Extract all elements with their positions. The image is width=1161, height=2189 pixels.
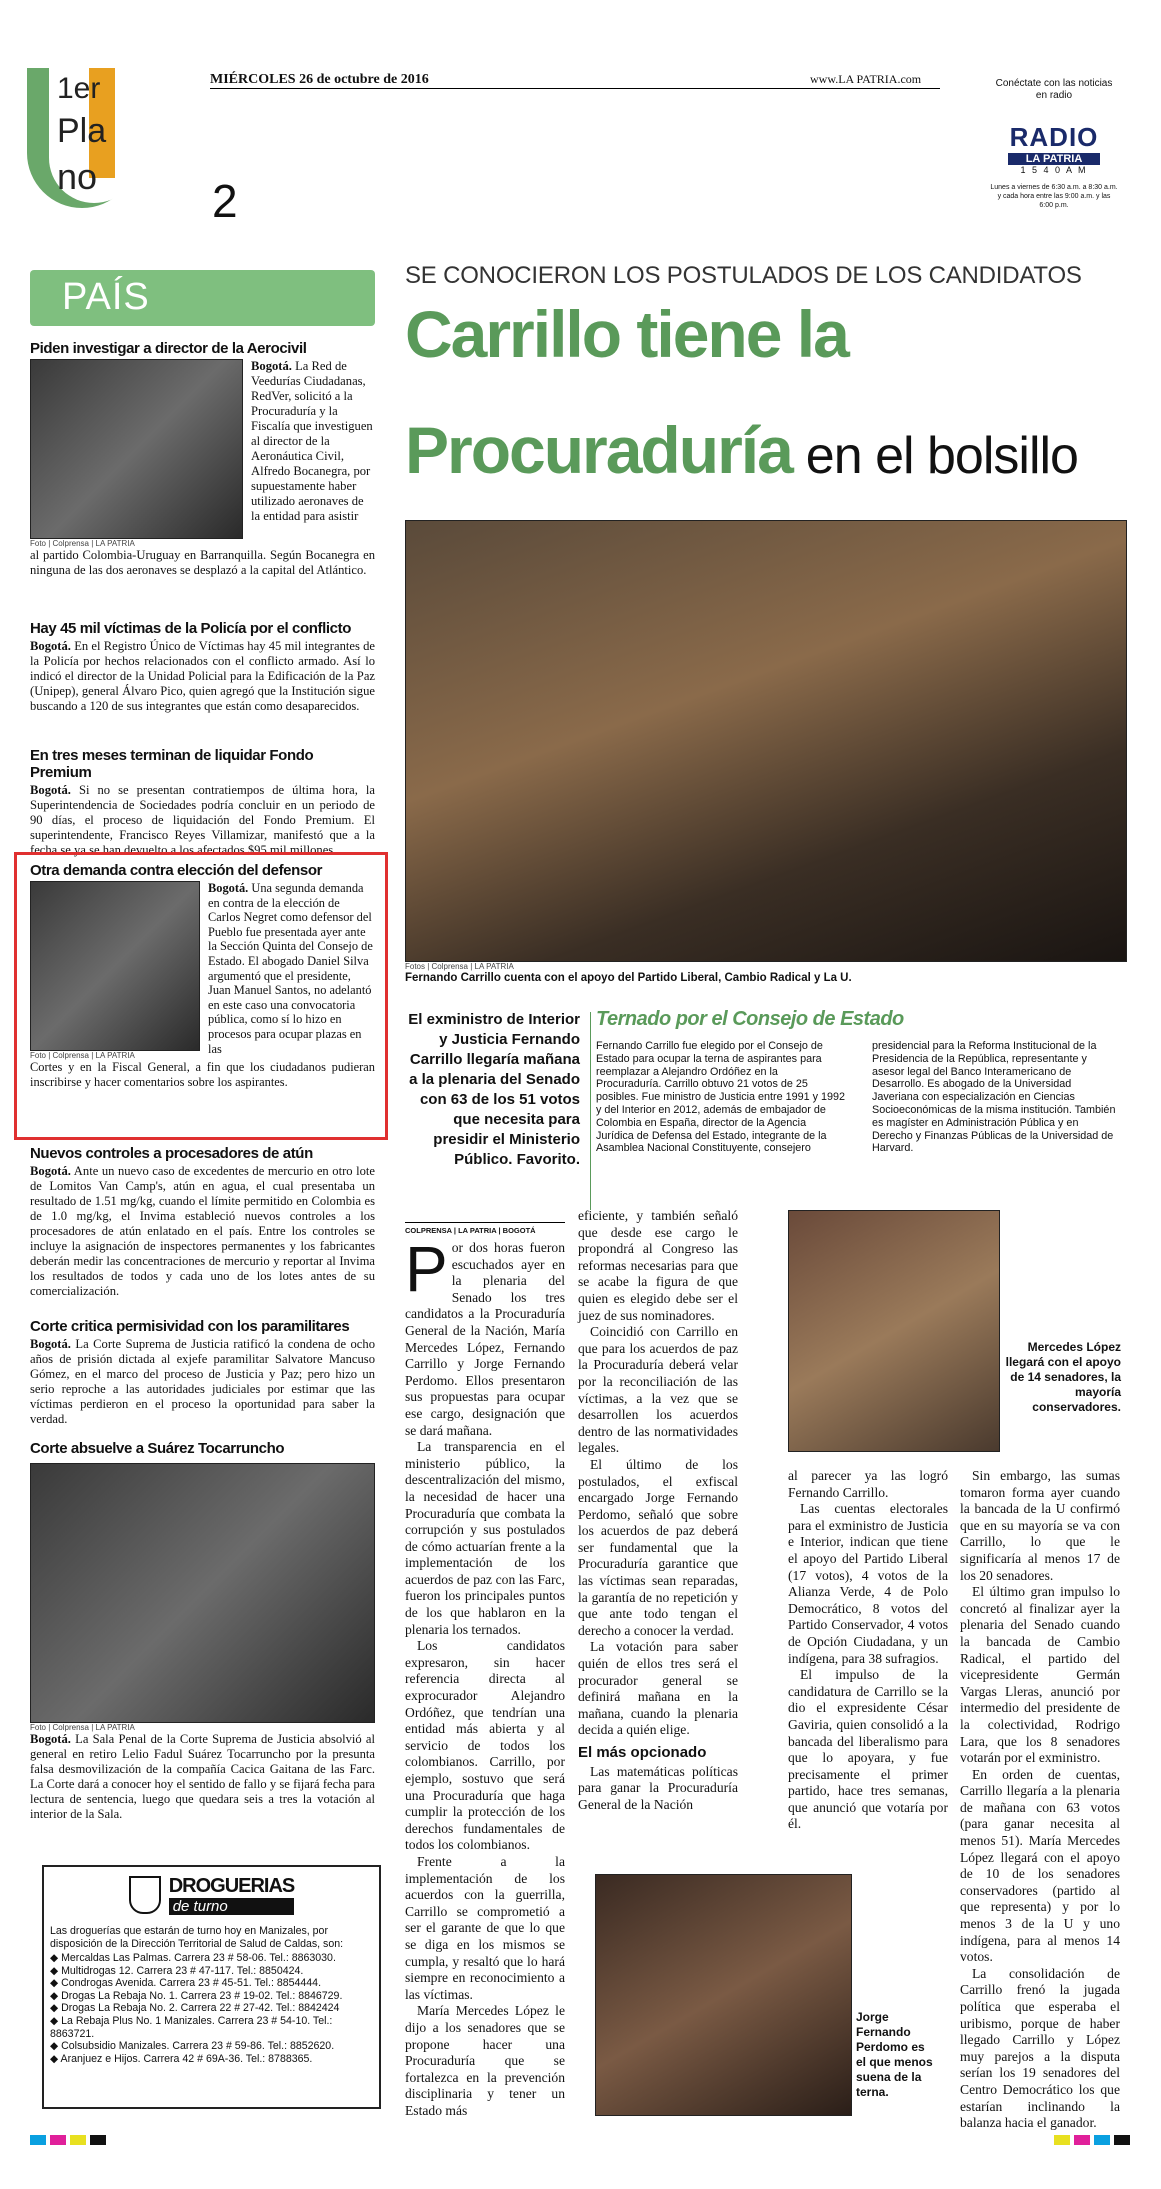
sidebar-story xyxy=(30,340,375,578)
pharmacy-list xyxy=(50,1952,373,2065)
col4-paragraphs xyxy=(960,1468,1120,2132)
box-divider xyxy=(590,1012,591,1210)
perdomo-photo xyxy=(595,1874,852,2116)
pharmacy-entry: ◆ Aranjuez e Hijos. Carrera 42 # 69A-36. Tel.: 8788365. xyxy=(50,2052,313,2065)
body-paragraph: Sin embargo, las sumas tomaron forma ayer cuando la bancada de la U confirmó que en su mayoría se va con Carrillo, lo que le significaría al menos 17 de los 20 senadores. xyxy=(960,1468,1120,1583)
page-number: 2 xyxy=(212,175,238,227)
pharmacy-brand: DROGUERIAS xyxy=(168,1875,295,1897)
lopez-photo xyxy=(788,1210,1000,1452)
body-paragraph: El impulso de la candidatura de Carrillo se la dio el expresidente César Gaviria, quien consolidó a la bancada del liberalismo para que lo apoyara, y fue precisamente el primer partido, hace tres semanas, que anunció que votaría por él. xyxy=(788,1667,948,1832)
summary: El exministro de Interior y Justicia Fernando Carrillo llegaría mañana a la plenaria del Senado con 63 de los 51 votos que necesita para presidir el Ministerio Público. Favorito. xyxy=(408,1011,580,1168)
story-lead: Bogotá. xyxy=(208,881,249,895)
box-title: Ternado por el Consejo de Estado xyxy=(596,1008,904,1030)
sidebar-story xyxy=(30,862,375,1090)
defensor-photo xyxy=(30,881,200,1051)
story-text-beside: La Red de Veedurías Ciudadanas, RedVer, solicitó a la Procuraduría y la Fiscalía que investiguen al director de la Aeronáutica Civil, Alfredo Bocanegra, por supuestamente haber utilizado aeronaves de la entidad para asistir xyxy=(251,359,373,523)
body-paragraph: La consolidación de Carrillo frenó la jugada política que esperaba el uribismo, porque de haber llegado Carrillo y López muy parejos a la disputa serían los 19 senadores del Centro Democrático los que estarían inclinando la balanza hacia el ganador. xyxy=(960,1965,1120,2131)
headline-word: Procuraduría xyxy=(405,413,792,487)
body-paragraph: María Mercedes López le dijo a los senadores que se propone hacer una Procuraduría que se fortalezca en la prevención disciplinaria y tener un Estado más xyxy=(405,2003,565,2118)
body-column-2 xyxy=(578,1208,738,1813)
sidebar-story xyxy=(30,620,375,714)
sidebar-story xyxy=(30,747,375,858)
sidebar-story xyxy=(30,1145,375,1299)
radio-tagline: Conéctate con las noticias en radio xyxy=(995,78,1113,101)
story-lead: Bogotá. xyxy=(30,1164,71,1178)
col2-after-subhead: Las matemáticas políticas para ganar la Procuraduría General de la Nación xyxy=(578,1763,738,1812)
story-body: La Corte Suprema de Justicia ratificó la condena de ocho años de prisión dictada al exjefe paramilitar Salvatore Mancuso Gómez, en el marco del proceso de Justicia y Paz; pero hizo un serio reproche a las autoridades judiciales por estimar que las víctimas perdieron en el proceso la oportunidad para saber la verdad. xyxy=(30,1337,375,1426)
story-text xyxy=(30,783,375,858)
pharmacy-entry: ◆ Multidrogas 12. Carrera 23 # 47-117. Tel.: 8850424. xyxy=(50,1964,304,1977)
story-headline: Nuevos controles a procesadores de atún xyxy=(30,1145,313,1162)
logo-line3: no xyxy=(57,156,98,197)
story-headline: Corte critica permisividad con los paramilitares xyxy=(30,1318,350,1335)
logo-line1: 1er xyxy=(57,72,101,105)
main-photo-credit: Fotos | Colprensa | LA PATRIA xyxy=(405,962,514,971)
print-color-bar xyxy=(30,2135,1130,2145)
body-paragraph: La votación para saber quién de ellos tres será el procurador general se definirá mañana en la mañana, cuando la plenaria decida a quién elige. xyxy=(578,1639,738,1738)
pharmacy-brand-sub: de turno xyxy=(169,1898,295,1915)
pharmacy-entry: ◆ Drogas La Rebaja No. 1. Carrera 23 # 19-02. Tel.: 8846729. xyxy=(50,1989,343,2002)
aerocivil-photo xyxy=(30,359,243,539)
story-text xyxy=(30,1337,375,1427)
body-column-3 xyxy=(788,1468,948,1833)
sidebar-story xyxy=(30,1318,375,1427)
box-column-1: Fernando Carrillo fue elegido por el Consejo de Estado para ocupar la terna de aspirantes para reemplazar a Alejandro Ordóñez en la Procuraduría. Carrillo obtuvo 21 votos de 25 posibles. Fue ministro de Justicia entre 1991 y 1992 y del Interior en 2012, además de embajador de Colombia en España, director de la Agencia Jurídica de Defensa del Estado, integrante de la Asamblea Nacional Constituyente, consejero xyxy=(596,1040,846,1155)
col1-paragraphs xyxy=(405,1439,565,2119)
story-lead: Bogotá. xyxy=(251,359,292,373)
story-lead: Bogotá. xyxy=(30,783,71,797)
story-text xyxy=(251,359,375,548)
radio-ad xyxy=(990,78,1118,238)
story-headline: Hay 45 mil víctimas de la Policía por el conflicto xyxy=(30,620,351,637)
story-body: La Sala Penal de la Corte Suprema de Justicia absolvió al general en retiro Lelio Fadul Suárez Tocarruncho por la presunta falsa desmovilización de la compañía Cacica Gaitana de las Farc. La Corte dará a conocer hoy el sentido de fallo y se fijará fecha para lectura de sentencia, luego que quedara seis a tres la votación al interior de la Sala. xyxy=(30,1732,375,1821)
story-lead: Bogotá. xyxy=(30,639,71,653)
pharmacy-entry: ◆ Mercaldas Las Palmas. Carrera 23 # 58-06. Tel.: 8863030. xyxy=(50,1952,336,1964)
box-column-2: presidencial para la Reforma Institucional de la Presidencia de la República, representante y asesor legal del Banco Interamericano de Desarrollo. Es abogado de la Universidad Javeriana con especialización en Ciencias Socioeconómicas de la misma institución. También es magíster en Administración Pública y en Derecho y Finanzas Públicas de la Universidad de Harvard. xyxy=(872,1040,1116,1155)
kicker: SE CONOCIERON LOS POSTULADOS DE LOS CANDIDATOS xyxy=(405,262,1082,289)
body-column-4 xyxy=(960,1468,1120,2132)
story-headline: Piden investigar a director de la Aerocivil xyxy=(30,340,307,357)
sidebar-story xyxy=(30,1440,375,1822)
body-paragraph: La transparencia en el ministerio público, la descentralización del mismo, la necesidad de hacer una Procuraduría que combata la corrupción y sus postulados de cómo actuarían frente a la implementación de los acuerdos de paz con las Farc, fueron los principales puntos de los que hablaron en la plenaria los ternados. xyxy=(405,1439,565,1637)
drop-cap: P xyxy=(405,1233,448,1305)
pharmacy-entry: ◆ La Rebaja Plus No. 1 Manizales. Carrera 23 # 54-10. Tel.: 8863721. xyxy=(50,2014,333,2040)
story-text xyxy=(30,639,375,714)
story-text-beside: Una segunda demanda en contra de la elección de Carlos Negret como defensor del Pueblo fue presentada ayer ante la Sección Quinta del Consejo de Estado. El abogado Daniel Silva argumentó que el presidente, Juan Manuel Santos, no adelantó en este caso una convocatoria pública, como sí lo hizo en procesos para ocupar plazas en las xyxy=(208,881,373,1056)
pharmacy-entry: ◆ Condrogas Avenida. Carrera 23 # 45-51. Tel.: 8854444. xyxy=(50,1977,322,1990)
story-text xyxy=(30,1164,375,1299)
lopez-photo-caption: Mercedes López llegará con el apoyo de 14 senadores, la mayoría conservadores. xyxy=(1005,1340,1121,1414)
body-paragraph: al parecer ya las logró Fernando Carrillo. xyxy=(788,1468,948,1500)
body-paragraph: En orden de cuentas, Carrillo llegaría a la plenaria de mañana con 63 votos (para ganar necesita al menos 51). María Mercedes López llegará con el apoyo de 10 de los senadores conservadores (partido al que representa) y por lo menos 3 de la U y uno indígena, para al menos 14 votos. xyxy=(960,1766,1120,1965)
pharmacy-header xyxy=(44,1875,379,1915)
tocarruncho-photo xyxy=(30,1463,375,1723)
body-column-1 xyxy=(405,1233,565,2119)
radio-brand-sub: LA PATRIA xyxy=(1008,153,1100,165)
body-paragraph: El último de los postulados, el exfiscal encargado Jorge Fernando Perdomo, señaló que sobre los acuerdos de paz deberá ser fundamental que la Procuraduría garantice que las víctimas sean reparadas, la garantía de no repetición y que ante todo tengan el derecho a conocer la verdad. xyxy=(578,1456,738,1638)
photo-credit: Foto | Colprensa | LA PATRIA xyxy=(30,539,135,548)
story-text-below: al partido Colombia-Uruguay en Barranquilla. Según Bocanegra en ninguna de las dos aeronaves se desplazó a la capital del Atlántico. xyxy=(30,548,375,577)
col2-paragraphs xyxy=(578,1208,738,1739)
site-url: www.LA PATRIA.com xyxy=(810,72,922,86)
main-photo xyxy=(405,520,1127,962)
headline-line1: Carrillo tiene la xyxy=(405,297,848,371)
radio-schedule: Lunes a viernes de 6:30 a.m. a 8:30 a.m. y cada hora entre las 9:00 a.m. y las 6:00 p.m. xyxy=(990,184,1118,209)
photo-credit: Foto | Colprensa | LA PATRIA xyxy=(30,1723,135,1732)
radio-brand: RADIO xyxy=(1009,122,1099,152)
story-text xyxy=(208,881,375,1060)
story-headline: Otra demanda contra elección del defensor xyxy=(30,862,323,879)
main-photo-caption: Fernando Carrillo cuenta con el apoyo del Partido Liberal, Cambio Radical y La U. xyxy=(405,972,852,984)
byline: COLPRENSA | LA PATRIA | BOGOTÁ xyxy=(405,1226,536,1235)
sidebar-section-title: PAÍS xyxy=(62,276,150,318)
sidebar-section-banner xyxy=(30,270,375,326)
pharmacy-intro: Las droguerías que estarán de turno hoy en Manizales, por disposición de la Dirección Territorial de Salud de Caldas, son: xyxy=(50,1925,344,1950)
pharmacy-entry: ◆ Drogas La Rebaja No. 2. Carrera 22 # 27-42. Tel.: 8842424 xyxy=(50,2002,340,2015)
story-headline: Corte absuelve a Suárez Tocarruncho xyxy=(30,1440,285,1457)
headline-line2 xyxy=(405,412,1078,488)
story-body: Ante un nuevo caso de excedentes de mercurio en otro lote de Lomitos Van Camp's, atún en agua, el cual presentaba un resultado de 1.51 mg/kg, cuando el límite permitido en Colombia es de 1.0 mg/kg, el Invima estableció nuevos controles a los procesadores de atún enlatado en el país. Entre los controles se incluye la asignación de inspectores permanentes y los fabricantes deberán medir las concentraciones de mercurio y reportar al Invima los resultados de todos y cada uno de los lotes antes de su comercialización. xyxy=(30,1164,375,1298)
headline-tail: en el bolsillo xyxy=(805,427,1078,485)
radio-frequency: 1 5 4 0 A M xyxy=(1020,165,1088,175)
story-headline: En tres meses terminan de liquidar Fondo Premium xyxy=(30,747,314,781)
story-body: En el Registro Único de Víctimas hay 45 mil integrantes de la Policía por hechos relacionados con el conflicto armado. Así lo indicó el director de la Unidad Policial para la Edificación de la Paz (Unipep), general Álvaro Pico, quien agregó que la Institución sigue buscando a 120 de sus integrantes que están como desaparecidos. xyxy=(30,639,375,713)
body-paragraph: eficiente, y también señaló que desde ese cargo le propondrá al Congreso las reformas necesarias para que se acabe la figura de que quien es elegido debe ser el juez de sus nominadores. xyxy=(578,1208,738,1323)
body-paragraph: Los candidatos expresaron, sin hacer referencia directa al exprocurador Alejandro Ordóñez, que tendrían una entidad más abierta y al servicio de todos los colombianos. Carrillo, por ejemplo, sostuvo que será una Procuraduría que haga cumplir la protección de los derechos fundamentales de todos los colombianos. xyxy=(405,1638,565,1853)
perdomo-photo-caption: Jorge Fernando Perdomo es el que menos suena de la terna. xyxy=(856,2010,933,2099)
body-paragraph: Las cuentas electorales para el exministro de Justicia e Interior, indican que tiene el apoyo del Partido Liberal (17 votos), 4 votos de la Alianza Verde, 4 de Polo Democrático, 8 votos del Partido Conservador, 4 votos de Opción Ciudadana, y un indígena, para 38 sufragios. xyxy=(788,1501,948,1666)
logo-line2: Pla xyxy=(57,112,107,150)
story-text xyxy=(30,1732,375,1822)
pharmacy-box xyxy=(42,1865,381,2109)
first-paragraph-text: or dos horas fueron escuchados ayer en la plenaria del Senado los tres candidatos a la Procuraduría General de la Nación, María Mercedes López, Fernando Carrillo y Jorge Fernando Perdomo. Ellos presentaron sus propuestas para ocupar ese cargo, designación que se dará mañana. xyxy=(405,1240,565,1438)
subhead: El más opcionado xyxy=(578,1744,707,1761)
section-logo xyxy=(27,68,152,218)
photo-credit: Foto | Colprensa | LA PATRIA xyxy=(30,1051,135,1060)
pharmacy-entry: ◆ Colsubsidio Manizales. Carrera 23 # 59-86. Tel.: 8852620. xyxy=(50,2040,335,2053)
mortar-icon xyxy=(129,1876,161,1914)
body-top-rule xyxy=(405,1222,565,1223)
first-paragraph xyxy=(405,1233,565,1439)
body-paragraph: Coincidió con Carrillo en que para los acuerdos de paz la Procuraduría deberá velar por la reconciliación de las víctimas, a la vez que se desarrollen los acuerdos dentro de las normatividades legales. xyxy=(578,1324,738,1456)
story-text-below: Cortes y en la Fiscal General, a fin que los ciudadanos pudieran inscribirse y hacer comentarios sobre los aspirantes. xyxy=(30,1060,375,1089)
date-line: MIÉRCOLES 26 de octubre de 2016 xyxy=(210,72,429,87)
story-body: Si no se presentan contratiempos de última hora, la Superintendencia de Sociedades podría concluir en un periodo de 90 días, el proceso de liquidación del Fondo Premium. El superintendente, Francisco Reyes Villamizar, manifestó que a la fecha se ya se han devuelto a los afectados $95 mil millones. xyxy=(30,783,375,857)
col3-paragraphs xyxy=(788,1468,948,1833)
body-paragraph: Frente a la implementación de los acuerdos con la guerrilla, Carrillo se comprometió a ser el garante de que lo que se diga en los mismos se cumpla, y resaltó que lo hará siempre en reconocimiento a las víctimas. xyxy=(405,1853,565,2002)
masthead-rule xyxy=(210,88,940,89)
body-paragraph: El último gran impulso lo concretó al finalizar ayer la plenaria del Senado cuando la bancada de Cambio Radical, el partido del vicepresidente Germán Vargas Lleras, anunció por intermedio del presidente de la colectividad, Rodrigo Lara, que los 8 senadores votarán por el exministro. xyxy=(960,1584,1120,1766)
story-lead: Bogotá. xyxy=(30,1337,71,1351)
story-lead: Bogotá. xyxy=(30,1732,71,1746)
